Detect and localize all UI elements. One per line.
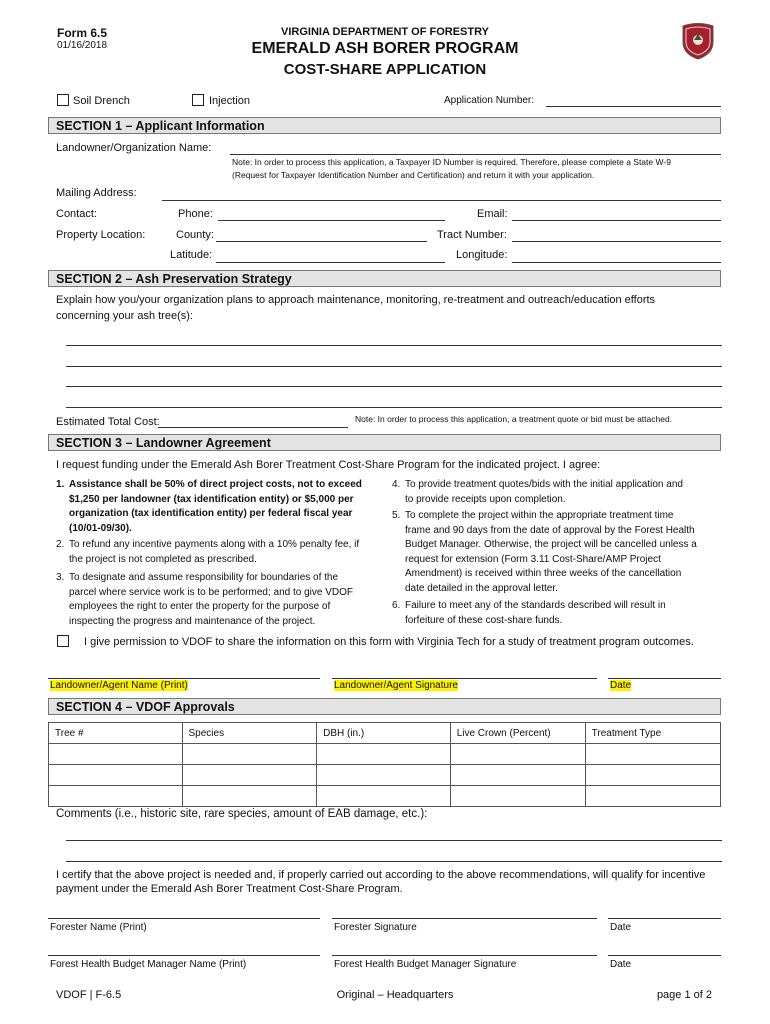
longitude-field[interactable] xyxy=(512,262,721,263)
landowner-label: Landowner/Organization Name: xyxy=(56,142,212,154)
certify-text-2: payment under the Emerald Ash Borer Treatment Cost-Share Program. xyxy=(56,883,403,895)
table-row xyxy=(49,786,721,807)
estimated-cost-field[interactable] xyxy=(158,427,348,428)
column-header: Treatment Type xyxy=(585,723,720,744)
application-number-label: Application Number: xyxy=(444,95,535,106)
manager-date-field[interactable] xyxy=(608,955,721,956)
manager-signature-caption: Forest Health Budget Manager Signature xyxy=(334,959,517,970)
table-cell[interactable] xyxy=(49,765,183,786)
footer-form-id: VDOF | F-6.5 xyxy=(56,989,122,1001)
soil-drench-checkbox[interactable] xyxy=(57,94,69,106)
column-header: Live Crown (Percent) xyxy=(450,723,585,744)
landowner-signature-caption: Landowner/Agent Signature xyxy=(334,680,458,691)
tract-number-field[interactable] xyxy=(512,241,721,242)
table-cell[interactable] xyxy=(49,744,183,765)
mailing-address-field[interactable] xyxy=(162,200,721,201)
agreement-item-3: 3. To designate and assume responsibility for boundaries of the parcel where service work is to be performed; and to give VDOF employees the right to enter the property for the purpose of inspecting the progress and maintenance of the project. xyxy=(56,572,354,627)
column-header: Tree # xyxy=(49,723,183,744)
landowner-date-field[interactable] xyxy=(608,678,721,679)
forester-name-field[interactable] xyxy=(48,918,320,919)
permission-text: I give permission to VDOF to share the information on this form with Virginia Tech for a study of treatment program outcomes. xyxy=(84,636,694,648)
contact-label: Contact: xyxy=(56,208,97,220)
estimated-cost-label: Estimated Total Cost: xyxy=(56,416,160,428)
footer-page-number: page 1 of 2 xyxy=(656,989,712,1001)
application-number-field[interactable] xyxy=(546,106,721,107)
form-number: Form 6.5 xyxy=(57,26,108,40)
manager-name-caption: Forest Health Budget Manager Name (Print) xyxy=(50,959,247,970)
column-header: DBH (in.) xyxy=(317,723,451,744)
form-subtitle: COST-SHARE APPLICATION xyxy=(283,61,487,78)
table-row xyxy=(49,744,721,765)
forester-date-field[interactable] xyxy=(608,918,721,919)
approvals-table xyxy=(48,722,721,807)
email-field[interactable] xyxy=(512,220,721,221)
forester-date-caption: Date xyxy=(610,922,632,933)
strategy-prompt-2: concerning your ash tree(s): xyxy=(56,310,193,322)
table-cell[interactable] xyxy=(317,765,451,786)
w9-note: Note: In order to process this application, a Taxpayer ID Number is required. Therefore, please complete a State W-9 xyxy=(232,157,671,167)
table-cell[interactable] xyxy=(585,765,720,786)
table-header-row xyxy=(49,723,721,744)
phone-label: Phone: xyxy=(178,208,213,220)
agreement-intro: I request funding under the Emerald Ash Borer Treatment Cost-Share Program for the indicated project. I agree: xyxy=(56,459,601,471)
strategy-line-1[interactable] xyxy=(66,345,722,346)
forester-signature-field[interactable] xyxy=(332,918,597,919)
soil-drench-label: Soil Drench xyxy=(73,95,130,107)
county-field[interactable] xyxy=(216,241,427,242)
injection-label: Injection xyxy=(209,95,250,107)
landowner-name-field[interactable] xyxy=(48,678,320,679)
section3-header: SECTION 3 – Landowner Agreement xyxy=(48,434,721,451)
strategy-prompt: Explain how you/your organization plans to approach maintenance, monitoring, re-treatment and outreach/education efforts xyxy=(56,294,656,306)
table-cell[interactable] xyxy=(585,786,720,807)
injection-checkbox[interactable] xyxy=(192,94,204,106)
table-row xyxy=(49,765,721,786)
table-cell[interactable] xyxy=(182,765,317,786)
landowner-name-caption: Landowner/Agent Name (Print) xyxy=(50,680,188,691)
table-cell[interactable] xyxy=(450,765,585,786)
landowner-signature-field[interactable] xyxy=(332,678,597,679)
agreement-item-5: 5. To complete the project within the appropriate treatment time frame and 90 days from the date of approval by the Forest Health Budget Manager. Otherwise, the project will be cancelled unless a request for extension (Form 3.11 Cost-Share/AMP Project Amendment) is received within three weeks of the cancellation date detailed in the approval letter. xyxy=(392,510,697,594)
strategy-line-4[interactable] xyxy=(66,407,722,408)
landowner-field[interactable] xyxy=(230,154,721,155)
vdof-seal-logo xyxy=(680,22,716,60)
table-cell[interactable] xyxy=(182,744,317,765)
comments-label: Comments (i.e., historic site, rare species, amount of EAB damage, etc.): xyxy=(56,808,428,820)
table-cell[interactable] xyxy=(317,744,451,765)
comments-line-2[interactable] xyxy=(66,861,722,862)
property-location-label: Property Location: xyxy=(56,229,146,241)
form-date: 01/16/2018 xyxy=(57,40,108,51)
footer-copy-destination: Original – Headquarters xyxy=(336,989,454,1001)
latitude-field[interactable] xyxy=(216,262,445,263)
form-title: EMERALD ASH BORER PROGRAM xyxy=(251,40,519,57)
forester-signature-caption: Forester Signature xyxy=(334,922,417,933)
table-cell[interactable] xyxy=(450,786,585,807)
agreement-item-4: 4. To provide treatment quotes/bids with the initial application and to provide receipts upon completion. xyxy=(392,479,683,505)
strategy-line-3[interactable] xyxy=(66,386,722,387)
table-cell[interactable] xyxy=(317,786,451,807)
agency-name: VIRGINIA DEPARTMENT OF FORESTRY xyxy=(281,26,489,38)
longitude-label: Longitude: xyxy=(456,249,508,261)
phone-field[interactable] xyxy=(218,220,445,221)
latitude-label: Latitude: xyxy=(170,249,213,261)
section1-header: SECTION 1 – Applicant Information xyxy=(48,117,721,134)
agreement-item-2: 2. To refund any incentive payments along with a 10% penalty fee, if the project is not completed as prescribed. xyxy=(56,539,360,565)
mailing-address-label: Mailing Address: xyxy=(56,187,137,199)
agreement-item-6: 6. Failure to meet any of the standards described will result in forfeiture of these cost-share funds. xyxy=(392,600,666,626)
cost-note: Note: In order to process this application, a treatment quote or bid must be attached. xyxy=(355,414,673,424)
manager-signature-field[interactable] xyxy=(332,955,597,956)
tract-number-label: Tract Number: xyxy=(437,229,507,241)
certify-text: I certify that the above project is needed and, if properly carried out according to the above recommendations, will qualify for incentive xyxy=(56,869,706,881)
column-header: Species xyxy=(182,723,317,744)
table-cell[interactable] xyxy=(450,744,585,765)
table-cell[interactable] xyxy=(182,786,317,807)
manager-name-field[interactable] xyxy=(48,955,320,956)
agreement-item-1: 1. Assistance shall be 50% of direct project costs, not to exceed $1,250 per landowner (tax identification entity) or $5,000 per organization (tax identification entity) per federal fiscal year (10/01-09/30). xyxy=(56,479,362,534)
section4-header: SECTION 4 – VDOF Approvals xyxy=(48,698,721,715)
landowner-date-caption: Date xyxy=(610,680,632,691)
county-label: County: xyxy=(176,229,214,241)
comments-line-1[interactable] xyxy=(66,840,722,841)
w9-note-2: (Request for Taxpayer Identification Number and Certification) and return it with your application. xyxy=(232,170,595,180)
manager-date-caption: Date xyxy=(610,959,632,970)
strategy-line-2[interactable] xyxy=(66,366,722,367)
table-cell[interactable] xyxy=(585,744,720,765)
forester-name-caption: Forester Name (Print) xyxy=(50,922,147,933)
permission-checkbox[interactable] xyxy=(57,635,69,647)
section2-header: SECTION 2 – Ash Preservation Strategy xyxy=(48,270,721,287)
email-label: Email: xyxy=(477,208,508,220)
table-cell[interactable] xyxy=(49,786,183,807)
